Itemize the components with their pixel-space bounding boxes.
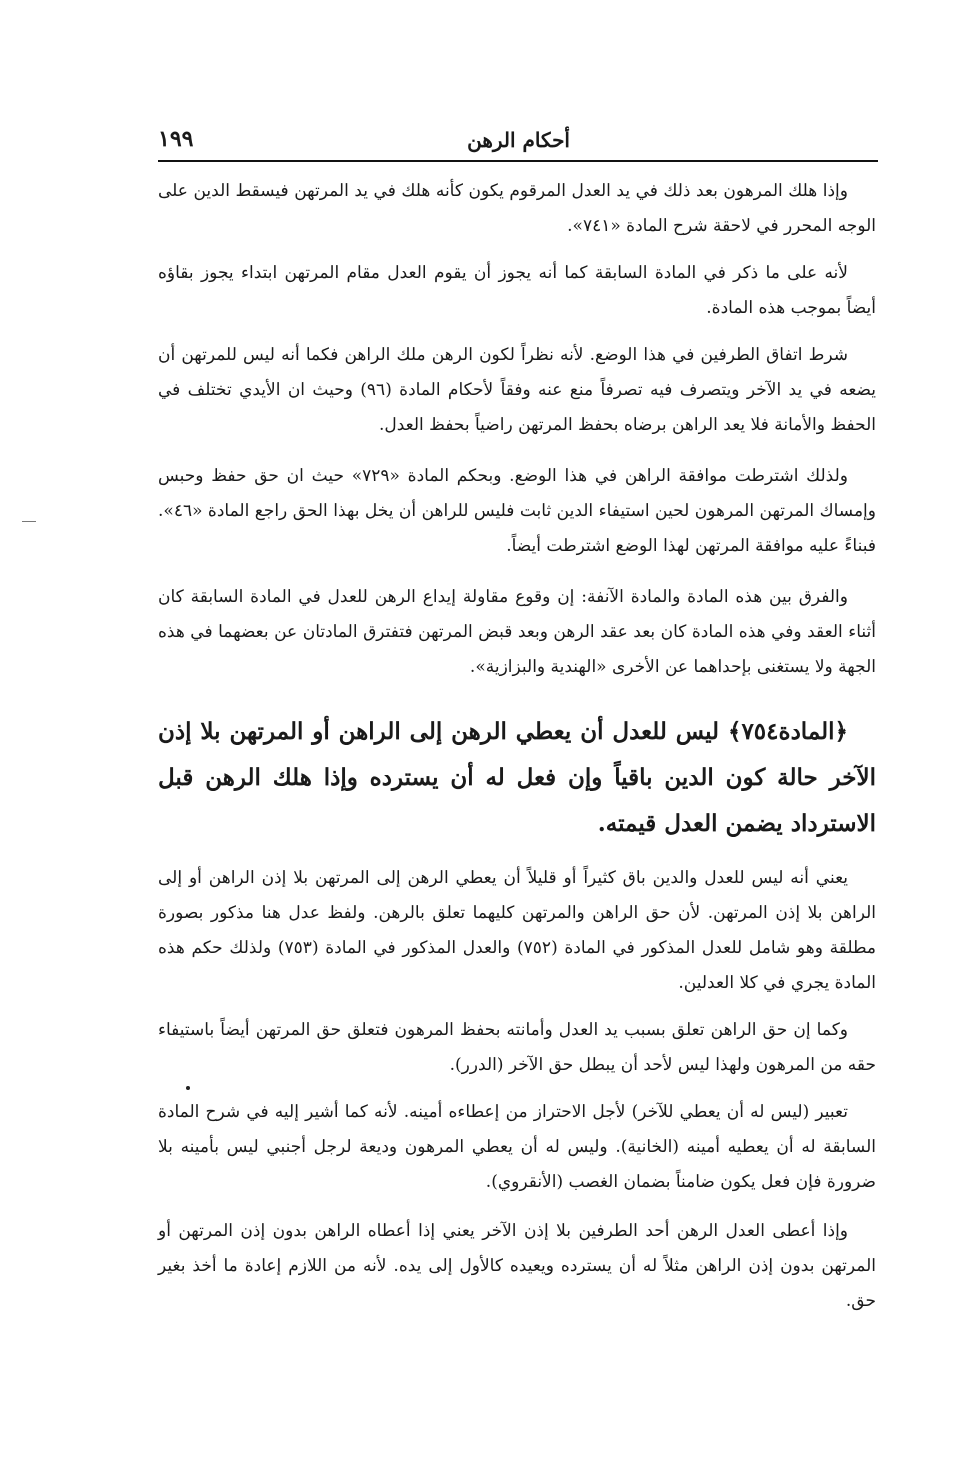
paragraph: لأنه على ما ذكر في المادة السابقة كما أنه يجوز أن يقوم العدل مقام المرتهن ابتداء يجوز بقاؤه أيضاً بموجب هذه المادة. bbox=[158, 263, 876, 318]
paragraph: ولذلك اشترطت موافقة الراهن في هذا الوضع. وبحكم المادة «٧٢٩» حيث ان حق حفظ وحبس وإمساك المرتهن المرهون لحين استيفاء الدين ثابت فليس للراهن أن يخل بهذا الحق راجع المادة «٤٦». فبناءً عليه موافقة المرتهن لهذا الوضع اشترطت أيضاً. bbox=[158, 466, 876, 556]
paragraph: شرط اتفاق الطرفين في هذا الوضع. لأنه نظراً لكون الرهن ملك الراهن فكما أنه ليس للمرتهن أن يضعه في يد الآخر ويتصرف فيه تصرفاً منع عنه وفقاً لأحكام المادة (٩٦) وحيث ان الأيدي تختلف في الحفظ والأمانة فلا يعد الراهن برضاه بحفظ المرتهن راضياً بحفظ العدل. bbox=[158, 345, 877, 435]
page-body bbox=[158, 174, 876, 1319]
commentary-paragraph: يعني أنه ليس للعدل والدين باق كثيراً أو قليلاً أن يعطي الرهن إلى المرتهن بلا إذن الراهن أو إلى الراهن بلا إذن المرتهن. لأن حق الراهن والمرتهن كليهما تعلق بالرهن. ولفظ عدل هنا مذكور بصورة مطلقة وهو شامل للعدل المذكور في المادة (٧٥٢) والعدل المذكور في المادة (٧٥٣) ولذلك حكم هذه المادة يجري في كلا العدلين. bbox=[158, 868, 877, 993]
page-header bbox=[158, 118, 878, 158]
page-number: ١٩٩ bbox=[158, 126, 194, 152]
paragraph: والفرق بين هذه المادة والمادة الآنفة: إن وقوع مقاولة إيداع الرهن للعدل في المادة السابقة كان أثناء العقد وفي هذه المادة كان بعد عقد الرهن وبعد قبض المرتهن فتفترق المادتان عن بعضهما في هذه الجهة ولا يستغنى بإحداهما عن الأخرى «الهندية والبزازية». bbox=[158, 587, 876, 677]
running-title: أحكام الرهن bbox=[467, 128, 570, 152]
commentary-paragraph: وكما إن حق الراهن تعلق بسبب يد العدل وأمانته بحفظ المرهون فتعلق حق المرتهن أيضاً باستيفاء حقه من المرهون ولهذا ليس لأحد أن يبطل حق الآخر (الدرر). bbox=[158, 1020, 876, 1075]
scan-speck bbox=[186, 1086, 190, 1090]
header-rule bbox=[158, 160, 878, 162]
commentary-paragraph: وإذا أعطى العدل الرهن أحد الطرفين بلا إذن الآخر يعني إذا أعطاه الراهن بدون إذن المرتهن أو المرتهن بدون إذن الراهن مثلاً له أن يسترده ويعيده كالأول إلى يده. لأنه من اللازم إعادة ما أخذ بغير حق. bbox=[158, 1221, 876, 1311]
article-754-text: ﴿المادة٧٥٤﴾ ليس للعدل أن يعطي الرهن إلى الراهن أو المرتهن بلا إذن الآخر حالة كون الدين باقياً وإن فعل له أن يسترده وإذا هلك الرهن قبل الاسترداد يضمن العدل قيمته. bbox=[158, 718, 876, 837]
commentary-paragraph: تعبير (ليس له أن يعطي للآخر) لأجل الاحتراز من إعطاءه أمينه. لأنه كما أشير إليه في شرح المادة السابقة له أن يعطيه أمينه (الخانية). وليس له أن يعطي المرهون وديعة لرجل أجنبي ليس بأمينه بلا ضرورة فإن فعل يكون ضامناً بضمان الغصب (الأنقروي). bbox=[158, 1102, 876, 1192]
paragraph: وإذا هلك المرهون بعد ذلك في يد العدل المرقوم يكون كأنه هلك في يد المرتهن فيسقط الدين على الوجه المحرر في لاحقة شرح المادة «٧٤١». bbox=[158, 181, 876, 236]
margin-mark bbox=[22, 521, 36, 522]
